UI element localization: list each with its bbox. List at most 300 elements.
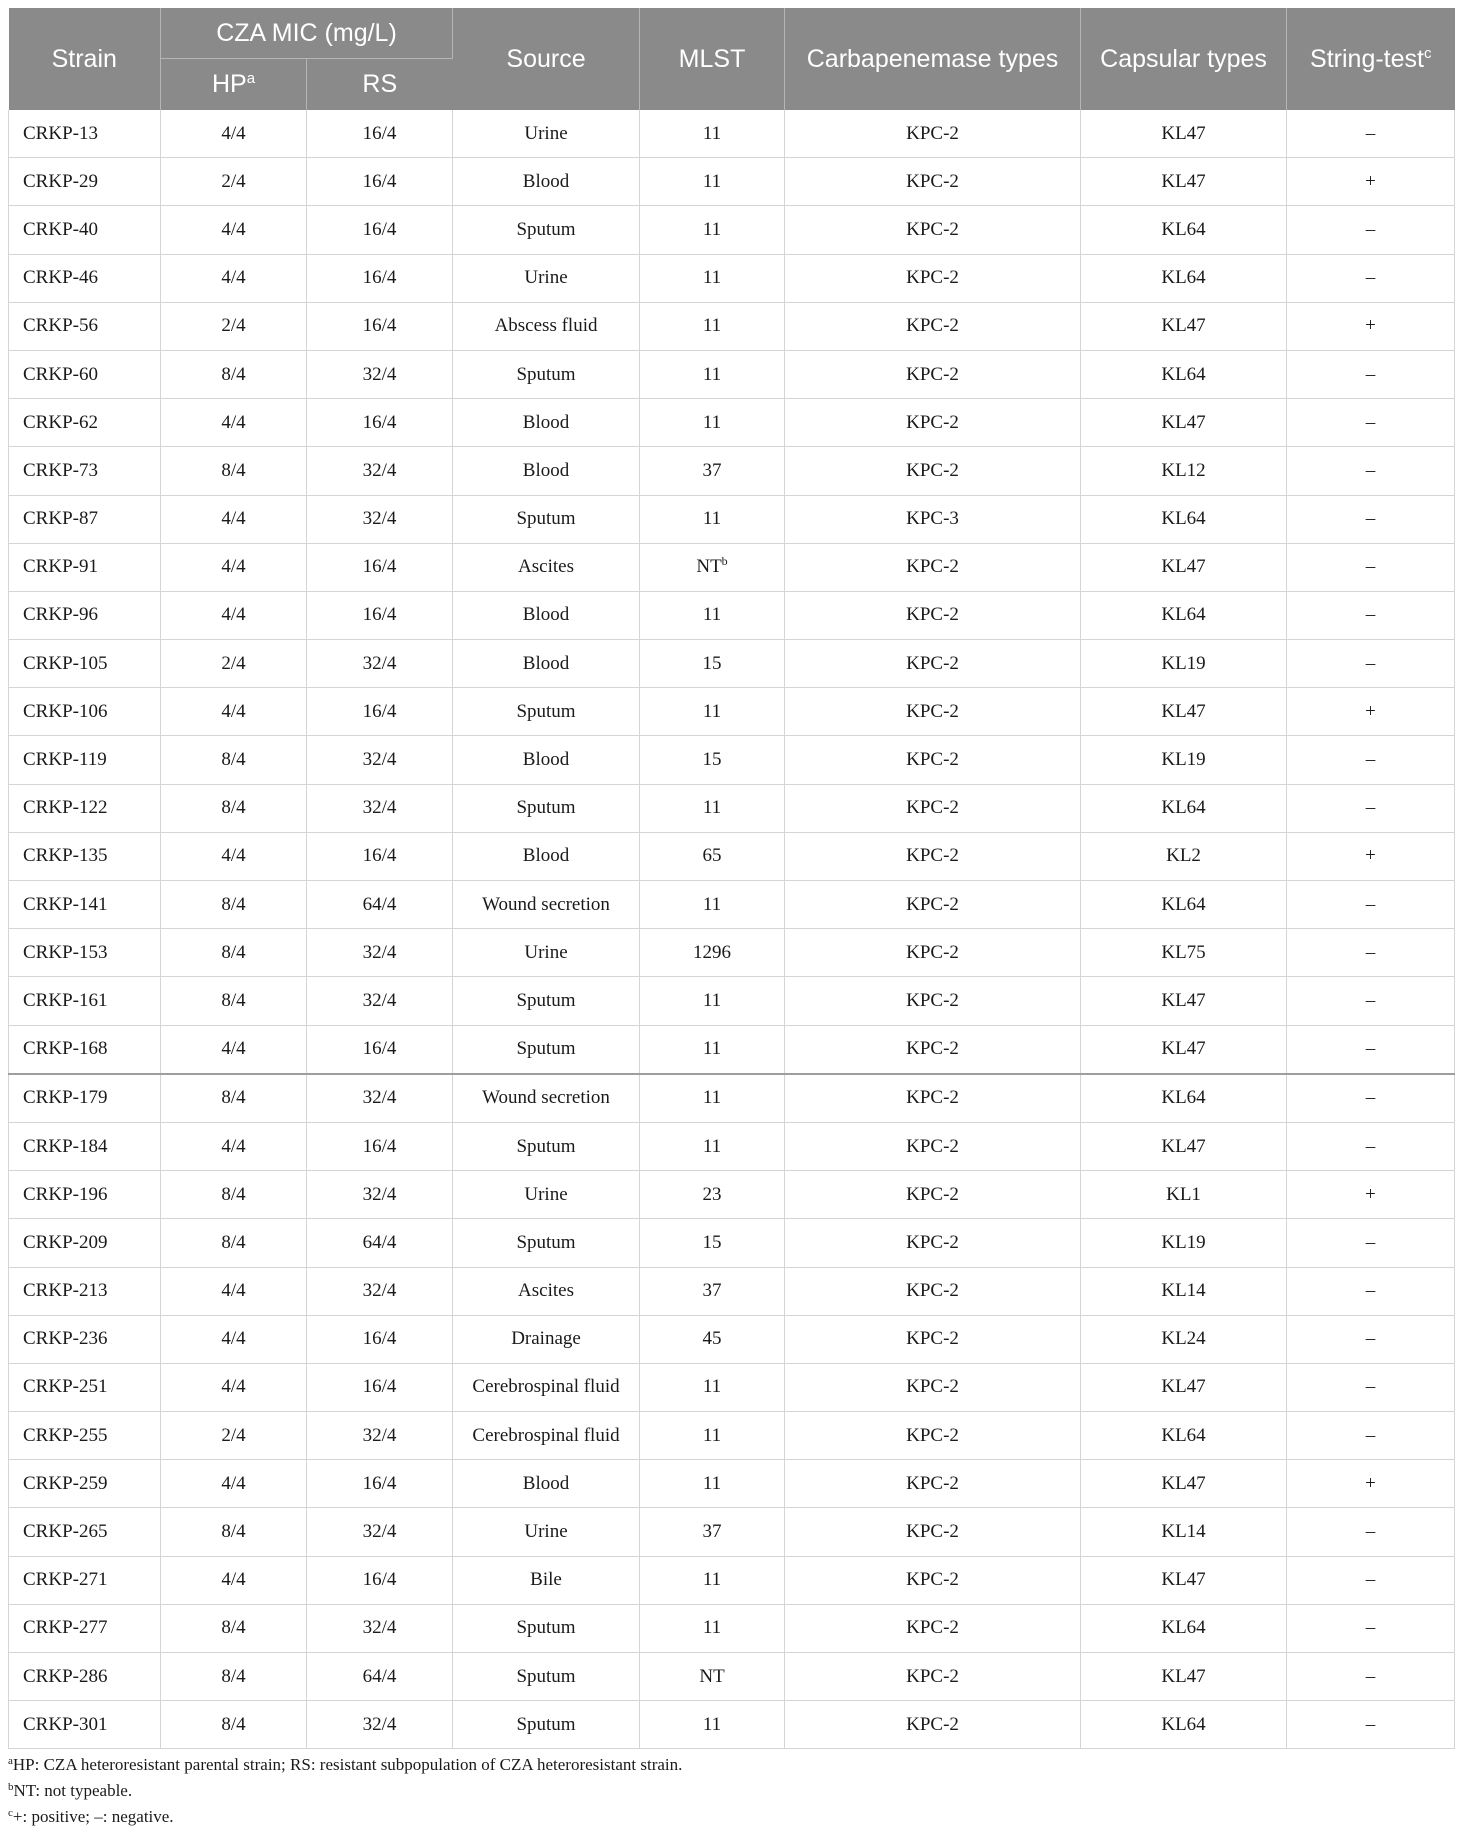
cell-rs: 16/4 bbox=[307, 1363, 453, 1411]
cell-strain: CRKP-73 bbox=[9, 447, 161, 495]
cell-string-test: – bbox=[1287, 1508, 1455, 1556]
cell-strain: CRKP-196 bbox=[9, 1171, 161, 1219]
cell-strain: CRKP-301 bbox=[9, 1701, 161, 1749]
cell-source: Drainage bbox=[453, 1315, 640, 1363]
footnote-text: HP: CZA heteroresistant parental strain; RS: resistant subpopulation of CZA heteroresistant strain. bbox=[12, 1755, 683, 1774]
cell-string-test: – bbox=[1287, 881, 1455, 929]
header-string-test: String-test$^c$ bbox=[1287, 8, 1455, 110]
cell-carbapenemase: KPC-2 bbox=[785, 1556, 1081, 1604]
cell-source: Sputum bbox=[453, 1219, 640, 1267]
cell-string-test: + bbox=[1287, 688, 1455, 736]
cell-capsular: KL47 bbox=[1081, 302, 1287, 350]
cell-hp: 8/4 bbox=[161, 447, 307, 495]
cell-mlst: 11 bbox=[640, 1701, 785, 1749]
header-capsular: Capsular types bbox=[1081, 8, 1287, 110]
cell-mlst: 11 bbox=[640, 254, 785, 302]
cell-carbapenemase: KPC-3 bbox=[785, 495, 1081, 543]
cell-strain: CRKP-209 bbox=[9, 1219, 161, 1267]
cell-mlst: 15 bbox=[640, 1219, 785, 1267]
header-source: Source bbox=[453, 8, 640, 110]
table-row bbox=[9, 1122, 1455, 1170]
cell-string-test: – bbox=[1287, 1556, 1455, 1604]
table-row bbox=[9, 1556, 1455, 1604]
cell-string-test: – bbox=[1287, 1025, 1455, 1074]
cell-hp: 4/4 bbox=[161, 1122, 307, 1170]
cell-strain: CRKP-62 bbox=[9, 399, 161, 447]
cell-rs: 16/4 bbox=[307, 1122, 453, 1170]
table-row bbox=[9, 543, 1455, 591]
cell-mlst: 11 bbox=[640, 350, 785, 398]
table-row bbox=[9, 1653, 1455, 1701]
header-strain: Strain bbox=[9, 8, 161, 110]
cell-capsular: KL64 bbox=[1081, 881, 1287, 929]
cell-source: Blood bbox=[453, 158, 640, 206]
header-cza-mic: CZA MIC (mg/L) bbox=[161, 8, 453, 59]
cell-string-test: – bbox=[1287, 1701, 1455, 1749]
cell-hp: 2/4 bbox=[161, 1412, 307, 1460]
table-row bbox=[9, 977, 1455, 1025]
table-row bbox=[9, 350, 1455, 398]
cell-hp: 4/4 bbox=[161, 1556, 307, 1604]
cell-carbapenemase: KPC-2 bbox=[785, 1363, 1081, 1411]
cell-hp: 4/4 bbox=[161, 495, 307, 543]
cell-carbapenemase: KPC-2 bbox=[785, 447, 1081, 495]
cell-hp: 8/4 bbox=[161, 1508, 307, 1556]
cell-string-test: + bbox=[1287, 302, 1455, 350]
cell-hp: 2/4 bbox=[161, 640, 307, 688]
cell-mlst: 11 bbox=[640, 881, 785, 929]
cell-rs: 32/4 bbox=[307, 929, 453, 977]
cell-mlst: 37 bbox=[640, 1267, 785, 1315]
strain-table bbox=[8, 8, 1455, 1749]
cell-string-test: – bbox=[1287, 447, 1455, 495]
cell-hp: 4/4 bbox=[161, 1460, 307, 1508]
table-row bbox=[9, 1508, 1455, 1556]
cell-hp: 4/4 bbox=[161, 832, 307, 880]
cell-mlst: 11 bbox=[640, 1412, 785, 1460]
cell-strain: CRKP-96 bbox=[9, 591, 161, 639]
cell-strain: CRKP-46 bbox=[9, 254, 161, 302]
table-row bbox=[9, 1701, 1455, 1749]
table-row bbox=[9, 206, 1455, 254]
cell-carbapenemase: KPC-2 bbox=[785, 543, 1081, 591]
cell-rs: 32/4 bbox=[307, 736, 453, 784]
cell-mlst: 11 bbox=[640, 495, 785, 543]
cell-capsular: KL47 bbox=[1081, 1653, 1287, 1701]
cell-hp: 4/4 bbox=[161, 1267, 307, 1315]
cell-capsular: KL47 bbox=[1081, 1122, 1287, 1170]
cell-source: Sputum bbox=[453, 1701, 640, 1749]
table-row bbox=[9, 495, 1455, 543]
cell-carbapenemase: KPC-2 bbox=[785, 929, 1081, 977]
cell-strain: CRKP-106 bbox=[9, 688, 161, 736]
cell-capsular: KL64 bbox=[1081, 1074, 1287, 1123]
cell-string-test: – bbox=[1287, 495, 1455, 543]
cell-source: Sputum bbox=[453, 688, 640, 736]
cell-hp: 2/4 bbox=[161, 158, 307, 206]
footnote-mark: c bbox=[1423, 44, 1432, 62]
cell-source: Ascites bbox=[453, 543, 640, 591]
cell-strain: CRKP-271 bbox=[9, 1556, 161, 1604]
cell-carbapenemase: KPC-2 bbox=[785, 1701, 1081, 1749]
cell-string-test: – bbox=[1287, 1122, 1455, 1170]
cell-rs: 16/4 bbox=[307, 302, 453, 350]
cell-source: Urine bbox=[453, 254, 640, 302]
cell-source: Cerebrospinal fluid bbox=[453, 1412, 640, 1460]
cell-mlst: 11 bbox=[640, 1363, 785, 1411]
footnote-text: NT: not typeable. bbox=[13, 1781, 133, 1800]
cell-capsular: KL47 bbox=[1081, 688, 1287, 736]
cell-capsular: KL64 bbox=[1081, 1412, 1287, 1460]
cell-capsular: KL2 bbox=[1081, 832, 1287, 880]
cell-mlst: 45 bbox=[640, 1315, 785, 1363]
table-row bbox=[9, 1460, 1455, 1508]
cell-strain: CRKP-29 bbox=[9, 158, 161, 206]
cell-carbapenemase: KPC-2 bbox=[785, 399, 1081, 447]
cell-string-test: – bbox=[1287, 110, 1455, 158]
cell-capsular: KL24 bbox=[1081, 1315, 1287, 1363]
cell-capsular: KL47 bbox=[1081, 1025, 1287, 1074]
cell-strain: CRKP-105 bbox=[9, 640, 161, 688]
footnote-mark: b bbox=[8, 1781, 14, 1793]
cell-hp: 8/4 bbox=[161, 881, 307, 929]
cell-hp: 8/4 bbox=[161, 350, 307, 398]
table-row bbox=[9, 254, 1455, 302]
cell-carbapenemase: KPC-2 bbox=[785, 110, 1081, 158]
cell-string-test: – bbox=[1287, 977, 1455, 1025]
cell-strain: CRKP-168 bbox=[9, 1025, 161, 1074]
cell-source: Blood bbox=[453, 640, 640, 688]
cell-rs: 16/4 bbox=[307, 158, 453, 206]
cell-carbapenemase: KPC-2 bbox=[785, 1508, 1081, 1556]
cell-rs: 32/4 bbox=[307, 447, 453, 495]
cell-rs: 32/4 bbox=[307, 1267, 453, 1315]
cell-source: Sputum bbox=[453, 495, 640, 543]
cell-capsular: KL64 bbox=[1081, 1604, 1287, 1652]
cell-rs: 16/4 bbox=[307, 254, 453, 302]
cell-string-test: – bbox=[1287, 1219, 1455, 1267]
cell-mlst: 11 bbox=[640, 1460, 785, 1508]
footnote-mark: a bbox=[246, 70, 256, 87]
cell-carbapenemase: KPC-2 bbox=[785, 1460, 1081, 1508]
cell-carbapenemase: KPC-2 bbox=[785, 881, 1081, 929]
cell-strain: CRKP-213 bbox=[9, 1267, 161, 1315]
cell-capsular: KL64 bbox=[1081, 784, 1287, 832]
cell-capsular: KL1 bbox=[1081, 1171, 1287, 1219]
cell-capsular: KL19 bbox=[1081, 640, 1287, 688]
cell-mlst: NT bbox=[640, 1653, 785, 1701]
cell-mlst: 11 bbox=[640, 1025, 785, 1074]
cell-string-test: – bbox=[1287, 736, 1455, 784]
cell-capsular: KL64 bbox=[1081, 350, 1287, 398]
cell-string-test: + bbox=[1287, 1460, 1455, 1508]
cell-strain: CRKP-40 bbox=[9, 206, 161, 254]
cell-rs: 32/4 bbox=[307, 640, 453, 688]
cell-carbapenemase: KPC-2 bbox=[785, 1653, 1081, 1701]
footnote-mark: a bbox=[8, 1755, 13, 1767]
cell-string-test: – bbox=[1287, 1074, 1455, 1123]
footnote bbox=[8, 1804, 682, 1830]
cell-string-test: + bbox=[1287, 832, 1455, 880]
cell-carbapenemase: KPC-2 bbox=[785, 591, 1081, 639]
table-row bbox=[9, 1363, 1455, 1411]
cell-carbapenemase: KPC-2 bbox=[785, 1074, 1081, 1123]
cell-source: Urine bbox=[453, 1171, 640, 1219]
footnote bbox=[8, 1778, 682, 1804]
cell-capsular: KL47 bbox=[1081, 158, 1287, 206]
cell-carbapenemase: KPC-2 bbox=[785, 206, 1081, 254]
cell-carbapenemase: KPC-2 bbox=[785, 1219, 1081, 1267]
table-row bbox=[9, 929, 1455, 977]
cell-source: Wound secretion bbox=[453, 881, 640, 929]
cell-mlst: 11 bbox=[640, 1074, 785, 1123]
table-row bbox=[9, 110, 1455, 158]
header-carbapenemase: Carbapenemase types bbox=[785, 8, 1081, 110]
table-footnotes bbox=[8, 1752, 682, 1830]
cell-hp: 8/4 bbox=[161, 1653, 307, 1701]
cell-hp: 4/4 bbox=[161, 399, 307, 447]
cell-carbapenemase: KPC-2 bbox=[785, 832, 1081, 880]
cell-hp: 4/4 bbox=[161, 206, 307, 254]
cell-rs: 32/4 bbox=[307, 1701, 453, 1749]
cell-rs: 16/4 bbox=[307, 110, 453, 158]
cell-source: Blood bbox=[453, 591, 640, 639]
cell-source: Sputum bbox=[453, 1025, 640, 1074]
cell-hp: 4/4 bbox=[161, 1315, 307, 1363]
cell-string-test: – bbox=[1287, 1315, 1455, 1363]
cell-strain: CRKP-135 bbox=[9, 832, 161, 880]
cell-strain: CRKP-265 bbox=[9, 1508, 161, 1556]
footnote-mark: c bbox=[8, 1807, 13, 1819]
table-row bbox=[9, 1074, 1455, 1123]
cell-carbapenemase: KPC-2 bbox=[785, 1315, 1081, 1363]
cell-source: Wound secretion bbox=[453, 1074, 640, 1123]
cell-carbapenemase: KPC-2 bbox=[785, 1412, 1081, 1460]
cell-hp: 8/4 bbox=[161, 977, 307, 1025]
cell-source: Urine bbox=[453, 110, 640, 158]
cell-carbapenemase: KPC-2 bbox=[785, 302, 1081, 350]
cell-hp: 8/4 bbox=[161, 736, 307, 784]
cell-source: Blood bbox=[453, 1460, 640, 1508]
cell-rs: 16/4 bbox=[307, 543, 453, 591]
cell-rs: 32/4 bbox=[307, 350, 453, 398]
header-mlst: MLST bbox=[640, 8, 785, 110]
cell-string-test: – bbox=[1287, 1412, 1455, 1460]
cell-source: Blood bbox=[453, 399, 640, 447]
cell-string-test: – bbox=[1287, 350, 1455, 398]
cell-strain: CRKP-255 bbox=[9, 1412, 161, 1460]
cell-source: Sputum bbox=[453, 1653, 640, 1701]
cell-mlst: 11 bbox=[640, 591, 785, 639]
cell-hp: 4/4 bbox=[161, 543, 307, 591]
cell-capsular: KL64 bbox=[1081, 206, 1287, 254]
cell-strain: CRKP-251 bbox=[9, 1363, 161, 1411]
cell-strain: CRKP-236 bbox=[9, 1315, 161, 1363]
cell-mlst: 11 bbox=[640, 110, 785, 158]
cell-source: Ascites bbox=[453, 1267, 640, 1315]
cell-capsular: KL47 bbox=[1081, 1556, 1287, 1604]
cell-mlst: 11 bbox=[640, 1556, 785, 1604]
cell-strain: CRKP-122 bbox=[9, 784, 161, 832]
table-row bbox=[9, 784, 1455, 832]
cell-carbapenemase: KPC-2 bbox=[785, 350, 1081, 398]
cell-mlst: 1296 bbox=[640, 929, 785, 977]
table-row bbox=[9, 832, 1455, 880]
cell-mlst: 15 bbox=[640, 640, 785, 688]
cell-rs: 16/4 bbox=[307, 1315, 453, 1363]
cell-source: Sputum bbox=[453, 1122, 640, 1170]
cell-rs: 16/4 bbox=[307, 1556, 453, 1604]
cell-carbapenemase: KPC-2 bbox=[785, 688, 1081, 736]
strain-table-container bbox=[8, 8, 1454, 1749]
table-row bbox=[9, 640, 1455, 688]
cell-rs: 32/4 bbox=[307, 1508, 453, 1556]
cell-source: Blood bbox=[453, 736, 640, 784]
cell-rs: 32/4 bbox=[307, 1074, 453, 1123]
cell-source: Sputum bbox=[453, 977, 640, 1025]
table-row bbox=[9, 1315, 1455, 1363]
cell-rs: 32/4 bbox=[307, 1604, 453, 1652]
table-row bbox=[9, 1025, 1455, 1074]
cell-string-test: – bbox=[1287, 543, 1455, 591]
cell-rs: 16/4 bbox=[307, 206, 453, 254]
footnote-mark: b bbox=[721, 554, 728, 569]
cell-carbapenemase: KPC-2 bbox=[785, 1025, 1081, 1074]
cell-source: Urine bbox=[453, 929, 640, 977]
cell-carbapenemase: KPC-2 bbox=[785, 1604, 1081, 1652]
cell-strain: CRKP-184 bbox=[9, 1122, 161, 1170]
cell-mlst: 11 bbox=[640, 784, 785, 832]
cell-mlst: 37 bbox=[640, 1508, 785, 1556]
cell-strain: CRKP-119 bbox=[9, 736, 161, 784]
table-header bbox=[9, 8, 1455, 110]
cell-carbapenemase: KPC-2 bbox=[785, 1267, 1081, 1315]
cell-hp: 8/4 bbox=[161, 929, 307, 977]
cell-source: Sputum bbox=[453, 206, 640, 254]
cell-strain: CRKP-179 bbox=[9, 1074, 161, 1123]
cell-capsular: KL12 bbox=[1081, 447, 1287, 495]
cell-capsular: KL75 bbox=[1081, 929, 1287, 977]
cell-string-test: – bbox=[1287, 929, 1455, 977]
cell-hp: 8/4 bbox=[161, 1074, 307, 1123]
header-rs: RS bbox=[307, 59, 453, 111]
cell-hp: 4/4 bbox=[161, 688, 307, 736]
cell-rs: 16/4 bbox=[307, 832, 453, 880]
cell-carbapenemase: KPC-2 bbox=[785, 1171, 1081, 1219]
cell-hp: 4/4 bbox=[161, 591, 307, 639]
table-row bbox=[9, 1219, 1455, 1267]
cell-mlst: $NT^b$ bbox=[640, 543, 785, 591]
cell-mlst: 11 bbox=[640, 302, 785, 350]
table-row bbox=[9, 447, 1455, 495]
cell-rs: 32/4 bbox=[307, 1171, 453, 1219]
table-row bbox=[9, 302, 1455, 350]
cell-source: Abscess fluid bbox=[453, 302, 640, 350]
cell-hp: 8/4 bbox=[161, 1701, 307, 1749]
cell-string-test: – bbox=[1287, 784, 1455, 832]
cell-rs: 32/4 bbox=[307, 495, 453, 543]
cell-string-test: – bbox=[1287, 399, 1455, 447]
cell-source: Sputum bbox=[453, 784, 640, 832]
cell-strain: CRKP-56 bbox=[9, 302, 161, 350]
cell-hp: 8/4 bbox=[161, 1219, 307, 1267]
cell-string-test: + bbox=[1287, 1171, 1455, 1219]
cell-rs: 64/4 bbox=[307, 881, 453, 929]
footnote bbox=[8, 1752, 682, 1778]
table-row bbox=[9, 688, 1455, 736]
cell-hp: 2/4 bbox=[161, 302, 307, 350]
cell-carbapenemase: KPC-2 bbox=[785, 784, 1081, 832]
cell-rs: 32/4 bbox=[307, 977, 453, 1025]
cell-string-test: – bbox=[1287, 1267, 1455, 1315]
cell-strain: CRKP-153 bbox=[9, 929, 161, 977]
cell-strain: CRKP-259 bbox=[9, 1460, 161, 1508]
cell-rs: 16/4 bbox=[307, 688, 453, 736]
cell-capsular: KL64 bbox=[1081, 591, 1287, 639]
cell-capsular: KL64 bbox=[1081, 495, 1287, 543]
cell-string-test: – bbox=[1287, 1653, 1455, 1701]
cell-mlst: 11 bbox=[640, 977, 785, 1025]
cell-source: Bile bbox=[453, 1556, 640, 1604]
cell-mlst: 65 bbox=[640, 832, 785, 880]
cell-strain: CRKP-141 bbox=[9, 881, 161, 929]
footnote-text: +: positive; –: negative. bbox=[12, 1807, 174, 1826]
table-row bbox=[9, 1267, 1455, 1315]
table-row bbox=[9, 1604, 1455, 1652]
cell-capsular: KL64 bbox=[1081, 254, 1287, 302]
cell-mlst: 23 bbox=[640, 1171, 785, 1219]
cell-carbapenemase: KPC-2 bbox=[785, 1122, 1081, 1170]
cell-mlst: 11 bbox=[640, 158, 785, 206]
table-row bbox=[9, 591, 1455, 639]
cell-hp: 8/4 bbox=[161, 1171, 307, 1219]
cell-string-test: + bbox=[1287, 158, 1455, 206]
cell-strain: CRKP-60 bbox=[9, 350, 161, 398]
cell-carbapenemase: KPC-2 bbox=[785, 736, 1081, 784]
table-row bbox=[9, 399, 1455, 447]
cell-carbapenemase: KPC-2 bbox=[785, 977, 1081, 1025]
cell-hp: 4/4 bbox=[161, 1025, 307, 1074]
cell-capsular: KL19 bbox=[1081, 1219, 1287, 1267]
cell-rs: 16/4 bbox=[307, 1460, 453, 1508]
cell-rs: 32/4 bbox=[307, 784, 453, 832]
cell-strain: CRKP-87 bbox=[9, 495, 161, 543]
cell-capsular: KL47 bbox=[1081, 1460, 1287, 1508]
cell-rs: 16/4 bbox=[307, 399, 453, 447]
cell-mlst: 37 bbox=[640, 447, 785, 495]
cell-rs: 64/4 bbox=[307, 1653, 453, 1701]
cell-strain: CRKP-91 bbox=[9, 543, 161, 591]
cell-rs: 16/4 bbox=[307, 1025, 453, 1074]
cell-string-test: – bbox=[1287, 254, 1455, 302]
cell-string-test: – bbox=[1287, 1363, 1455, 1411]
cell-string-test: – bbox=[1287, 1604, 1455, 1652]
cell-string-test: – bbox=[1287, 206, 1455, 254]
table-row bbox=[9, 1171, 1455, 1219]
cell-capsular: KL47 bbox=[1081, 977, 1287, 1025]
cell-capsular: KL19 bbox=[1081, 736, 1287, 784]
cell-source: Cerebrospinal fluid bbox=[453, 1363, 640, 1411]
cell-rs: 16/4 bbox=[307, 591, 453, 639]
cell-mlst: 11 bbox=[640, 688, 785, 736]
cell-hp: 4/4 bbox=[161, 254, 307, 302]
cell-hp: 4/4 bbox=[161, 110, 307, 158]
cell-capsular: KL64 bbox=[1081, 1701, 1287, 1749]
cell-hp: 8/4 bbox=[161, 1604, 307, 1652]
table-row bbox=[9, 1412, 1455, 1460]
cell-carbapenemase: KPC-2 bbox=[785, 158, 1081, 206]
table-body bbox=[9, 110, 1455, 1749]
